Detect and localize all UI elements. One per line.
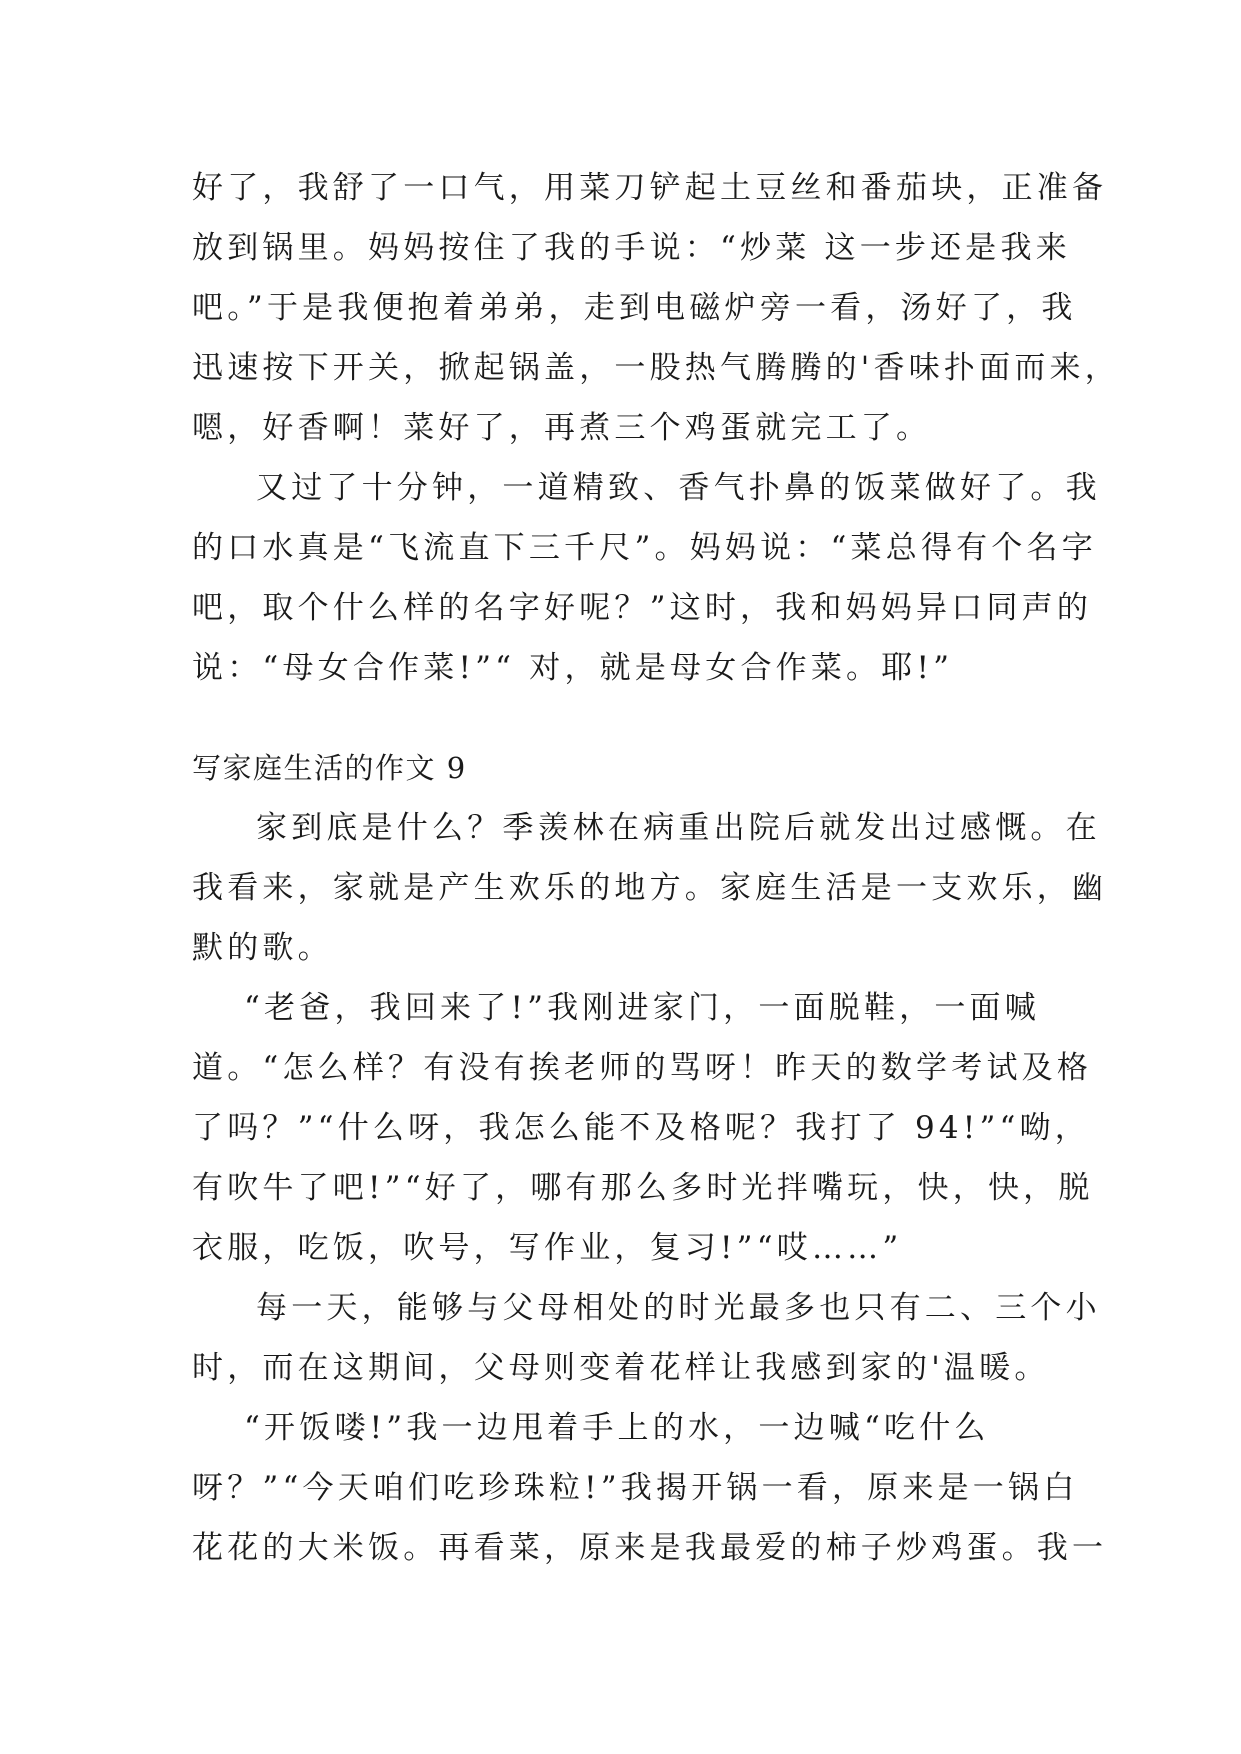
- text-line: 道。“怎么样？有没有挨老师的骂呀！昨天的数学考试及格: [192, 1050, 1093, 1086]
- text-line: 衣服，吃饭，吹号，写作业，复习!”“哎……”: [192, 1230, 903, 1266]
- text-line: 吧，取个什么样的名字好呢？”这时，我和妈妈异口同声的: [192, 590, 1093, 626]
- text-line: 嗯，好香啊！菜好了，再煮三个鸡蛋就完工了。: [192, 410, 932, 446]
- text-line: 的口水真是“飞流直下三千尺”。妈妈说：“菜总得有个名字: [192, 530, 1097, 566]
- text-line: “开饭喽!”我一边甩着手上的水，一边喊“吃什么: [244, 1410, 990, 1446]
- text-line: 有吹牛了吧!”“好了，哪有那么多时光拌嘴玩，快，快，脱: [192, 1170, 1094, 1206]
- text-line: 迅速按下开关，掀起锅盖，一股热气腾腾的'香味扑面而来，: [192, 350, 1120, 386]
- text-line: 花花的大米饭。再看菜，原来是我最爱的柿子炒鸡蛋。我一: [192, 1530, 1108, 1566]
- text-line: 时，而在这期间，父母则变着花样让我感到家的'温暖。: [192, 1350, 1050, 1386]
- text-line: 又过了十分钟，一道精致、香气扑鼻的饭菜做好了。我: [256, 470, 1101, 506]
- text-line: 好了，我舒了一口气，用菜刀铲起土豆丝和番茄块，正准备: [192, 170, 1108, 206]
- text-line: 说：“母女合作菜!”“ 对，就是母女合作菜。耶!”: [192, 650, 954, 686]
- text-line: 默的歌。: [192, 930, 333, 966]
- text-line: “老爸，我回来了!”我刚进家门，一面脱鞋，一面喊: [244, 990, 1040, 1026]
- text-line: 我看来，家就是产生欢乐的地方。家庭生活是一支欢乐，幽: [192, 870, 1108, 906]
- section-heading: 写家庭生活的作文 9: [192, 751, 467, 785]
- text-line: 呀？”“今天咱们吃珍珠粒!”我揭开锅一看，原来是一锅白: [192, 1470, 1079, 1506]
- text-line: 家到底是什么？季羡林在病重出院后就发出过感慨。在: [256, 810, 1101, 846]
- text-line: 放到锅里。妈妈按住了我的手说：“炒菜 这一步还是我来: [192, 230, 1071, 266]
- text-line: 了吗？”“什么呀，我怎么能不及格呢？我打了 94!”“呦，: [192, 1110, 1090, 1146]
- text-line: 每一天，能够与父母相处的时光最多也只有二、三个小: [256, 1290, 1101, 1326]
- text-line: 吧。”于是我便抱着弟弟，走到电磁炉旁一看，汤好了，我: [192, 290, 1077, 326]
